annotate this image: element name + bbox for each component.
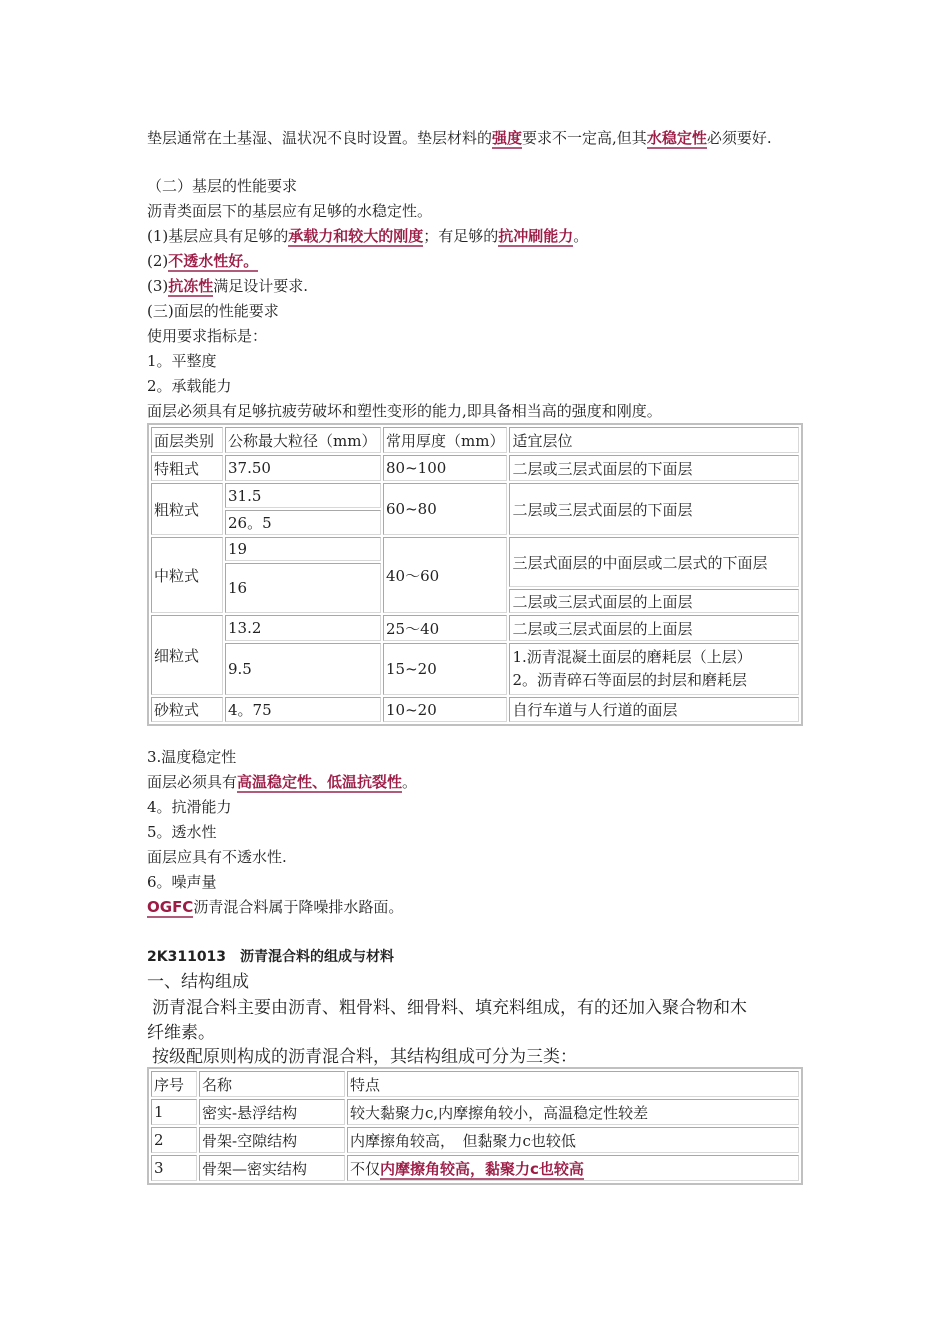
section-heading: 2K311013 沥青混合料的组成与材料: [147, 949, 395, 965]
surface-title: (三)面层的性能要求: [147, 302, 279, 320]
table-cell: 较大黏聚力c,内摩擦角较小，高温稳定性较差: [347, 1099, 799, 1125]
table-row: [151, 483, 799, 508]
table-header-row: [151, 1071, 799, 1097]
surface-type-table: [147, 423, 803, 726]
base-lead: 沥青类面层下的基层应有足够的水稳定性。: [147, 202, 433, 220]
table-header-cell: 特点: [347, 1071, 799, 1097]
surface-item-5: 5。透水性: [147, 823, 217, 841]
surface-item-2-desc: 面层必须具有足够抗疲劳破坏和塑性变形的能力,即具备相当高的强度和刚度。: [147, 402, 662, 420]
table-header-cell: 面层类别: [151, 427, 223, 453]
base-title: （二）基层的性能要求: [147, 177, 298, 195]
table-row: [151, 455, 799, 481]
section-paragraph-1a: 沥青混合料主要由沥青、粗骨料、细骨料、填充料组成，有的还加入聚合物和木: [152, 998, 747, 1018]
highlight-temperature-stability: 高温稳定性、低温抗裂性: [237, 773, 403, 791]
surface-lead: 使用要求指标是：: [147, 327, 268, 345]
surface-item-6: 6。噪声量: [147, 873, 217, 891]
table-cell: 砂粒式: [151, 697, 223, 722]
table-header-cell: 适宜层位: [509, 427, 799, 453]
highlight-water-stability: 水稳定性: [646, 129, 707, 147]
surface-item-1: 1。平整度: [147, 352, 217, 370]
structure-type-table: [147, 1067, 803, 1185]
table-cell: 2: [151, 1127, 197, 1153]
surface-item-5-desc: 面层应具有不透水性.: [147, 848, 287, 866]
base-item-1: (1)基层应具有足够的承载力和较大的刚度；有足够的抗冲刷能力。: [147, 227, 589, 245]
table-cell: 9.5: [225, 643, 381, 695]
table-cell: 31.5: [225, 483, 381, 508]
table-header-cell: 常用厚度（mm）: [383, 427, 507, 453]
table-cell: 26。5: [225, 510, 381, 535]
highlight-strength: 强度: [492, 129, 523, 147]
table-row: [151, 1127, 799, 1153]
table-row: [151, 1155, 799, 1181]
table-cell: 37.50: [225, 455, 381, 481]
surface-item-3: 3.温度稳定性: [147, 748, 237, 766]
table-cell: 4。75: [225, 697, 381, 722]
table-cell: 细粒式: [151, 615, 223, 695]
highlight-erosion-resistance: 抗冲刷能力: [498, 227, 574, 245]
highlight-frost-resistance: 抗冻性: [168, 277, 214, 295]
table-cell: 1: [151, 1099, 197, 1125]
table-row: [151, 643, 799, 695]
table-cell: 粗粒式: [151, 483, 223, 535]
table-cell: 不仅内摩擦角较高，黏聚力c也较高: [347, 1155, 799, 1181]
table-cell: 中粒式: [151, 537, 223, 613]
table-cell: 骨架—密实结构: [199, 1155, 345, 1181]
section-paragraph-1b: 纤维素。: [147, 1023, 215, 1043]
table-cell: 13.2: [225, 615, 381, 641]
highlight-friction-cohesion: 内摩擦角较高，黏聚力c也较高: [380, 1159, 584, 1178]
base-item-2: (2)不透水性好。: [147, 252, 259, 270]
table-header-cell: 序号: [151, 1071, 197, 1097]
table-row: [151, 1099, 799, 1125]
intro-text-e: 必须要好.: [706, 129, 772, 147]
table-cell: 自行车道与人行道的面层: [509, 697, 799, 722]
intro-text-c: 要求不一定高,但其: [522, 129, 647, 147]
highlight-ogfc: OGFC: [147, 898, 194, 916]
surface-item-3-desc: 面层必须具有高温稳定性、低温抗裂性。: [147, 773, 418, 791]
table-cell: 特粗式: [151, 455, 223, 481]
table-cell: 1.沥青混凝土面层的磨耗层（上层） 2。沥青碎石等面层的封层和磨耗层: [509, 643, 799, 695]
table-cell: 二层或三层式面层的下面层: [509, 455, 799, 481]
intro-paragraph: [147, 126, 831, 150]
table-cell: 骨架-空隙结构: [199, 1127, 345, 1153]
table-cell: 40～60: [383, 537, 507, 613]
table-header-row: [151, 427, 799, 453]
table-cell: 10~20: [383, 697, 507, 722]
surface-item-6-desc: OGFC沥青混合料属于降噪排水路面。: [147, 898, 404, 916]
highlight-bearing-capacity: 承载力和较大的刚度: [288, 227, 424, 245]
table-cell: 3: [151, 1155, 197, 1181]
table-cell: 16: [225, 563, 381, 613]
table-row: [151, 697, 799, 722]
section-paragraph-2: 按级配原则构成的沥青混合料，其结构组成可分为三类：: [152, 1047, 577, 1067]
table-header-cell: 名称: [199, 1071, 345, 1097]
table-cell: 19: [225, 537, 381, 561]
table-cell: 二层或三层式面层的上面层: [509, 615, 799, 641]
table-cell: 25～40: [383, 615, 507, 641]
table-cell: 三层式面层的中面层或二层式的下面层: [509, 537, 799, 587]
table-header-cell: 公称最大粒径（mm）: [225, 427, 381, 453]
table-cell: 80~100: [383, 455, 507, 481]
table-cell: 二层或三层式面层的下面层: [509, 483, 799, 535]
intro-text-a: 垫层通常在土基湿、温状况不良时设置。垫层材料的: [147, 129, 493, 147]
table-cell: 内摩擦角较高， 但黏聚力c也较低: [347, 1127, 799, 1153]
table-cell: 密实-悬浮结构: [199, 1099, 345, 1125]
table-cell: 二层或三层式面层的上面层: [509, 589, 799, 613]
table-row: [151, 615, 799, 641]
base-item-3: (3)抗冻性满足设计要求.: [147, 277, 309, 295]
surface-item-4: 4。抗滑能力: [147, 798, 232, 816]
table-cell: 60~80: [383, 483, 507, 535]
table-row: [151, 537, 799, 561]
table-cell: 15~20: [383, 643, 507, 695]
section-subtitle: 一、结构组成: [147, 972, 249, 992]
surface-item-2: 2。承载能力: [147, 377, 232, 395]
highlight-impermeability: 不透水性好。: [168, 252, 259, 270]
